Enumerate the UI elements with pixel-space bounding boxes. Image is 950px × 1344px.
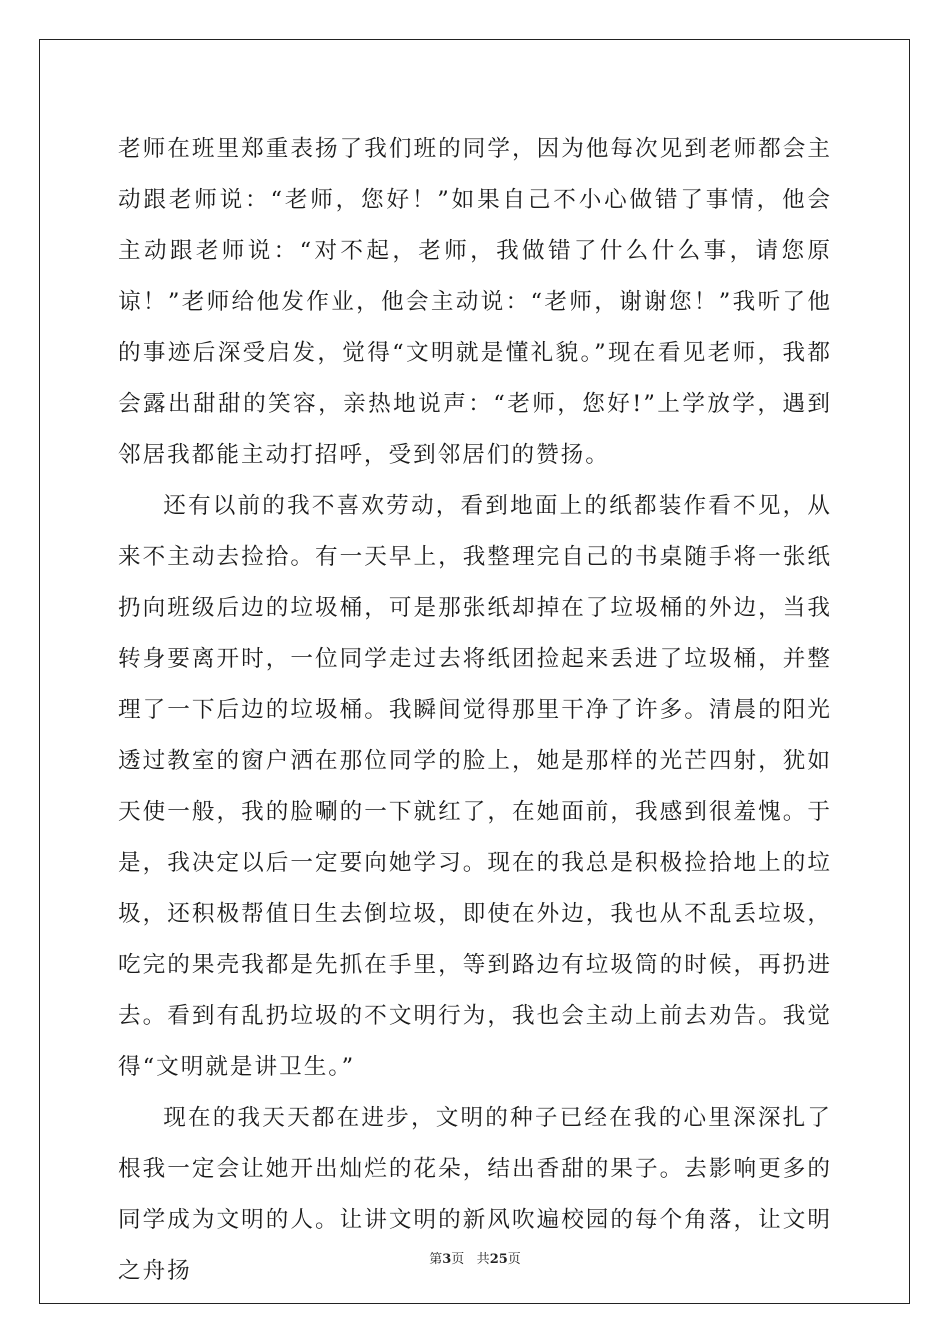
- footer-page-suffix: 页: [451, 1252, 465, 1267]
- footer-total-suffix: 页: [507, 1252, 521, 1267]
- document-body: [118, 124, 832, 1297]
- paragraph-2: 还有以前的我不喜欢劳动，看到地面上的纸都装作看不见，从来不主动去捡拾。有一天早上，我整理完自己的书桌随手将一张纸扔向班级后边的垃圾桶，可是那张纸却掉在了垃圾桶的外边，当我转身要离开时，一位同学走过去将纸团捡起来丢进了垃圾桶，并整理了一下后边的垃圾桶。我瞬间觉得那里干净了许多。清晨的阳光透过教室的窗户洒在那位同学的脸上，她是那样的光芒四射，犹如天使一般，我的脸唰的一下就红了，在她面前，我感到很羞愧。于是，我决定以后一定要向她学习。现在的我总是积极捡拾地上的垃圾，还积极帮值日生去倒垃圾，即使在外边，我也从不乱丢垃圾，吃完的果壳我都是先抓在手里，等到路边有垃圾筒的时候，再扔进去。看到有乱扔垃圾的不文明行为，我也会主动上前去劝告。我觉得“文明就是讲卫生。”: [118, 493, 832, 1080]
- footer-page-number: 3: [442, 1252, 452, 1267]
- page-footer: [0, 1248, 950, 1267]
- paragraph-1: 老师在班里郑重表扬了我们班的同学，因为他每次见到老师都会主动跟老师说：“老师，您好！”如果自己不小心做错了事情，他会主动跟老师说：“对不起，老师，我做错了什么什么事，请您原谅！”老师给他发作业，他会主动说：“老师，谢谢您！”我听了他的事迹后深受启发，觉得“文明就是懂礼貌。”现在看见老师，我都会露出甜甜的笑容，亲热地说声：“老师，您好!”上学放学，遇到邻居我都能主动打招呼，受到邻居们的赞扬。: [118, 136, 832, 468]
- paragraph-3: 现在的我天天都在进步，文明的种子已经在我的心里深深扎了根我一定会让她开出灿烂的花朵，结出香甜的果子。去影响更多的同学成为文明的人。让讲文明的新风吹遍校园的每个角落，让文明之舟扬: [118, 1105, 832, 1284]
- footer-total-prefix: 共: [476, 1252, 490, 1267]
- footer-page-prefix: 第: [429, 1252, 443, 1267]
- footer-total-pages: 25: [489, 1252, 508, 1267]
